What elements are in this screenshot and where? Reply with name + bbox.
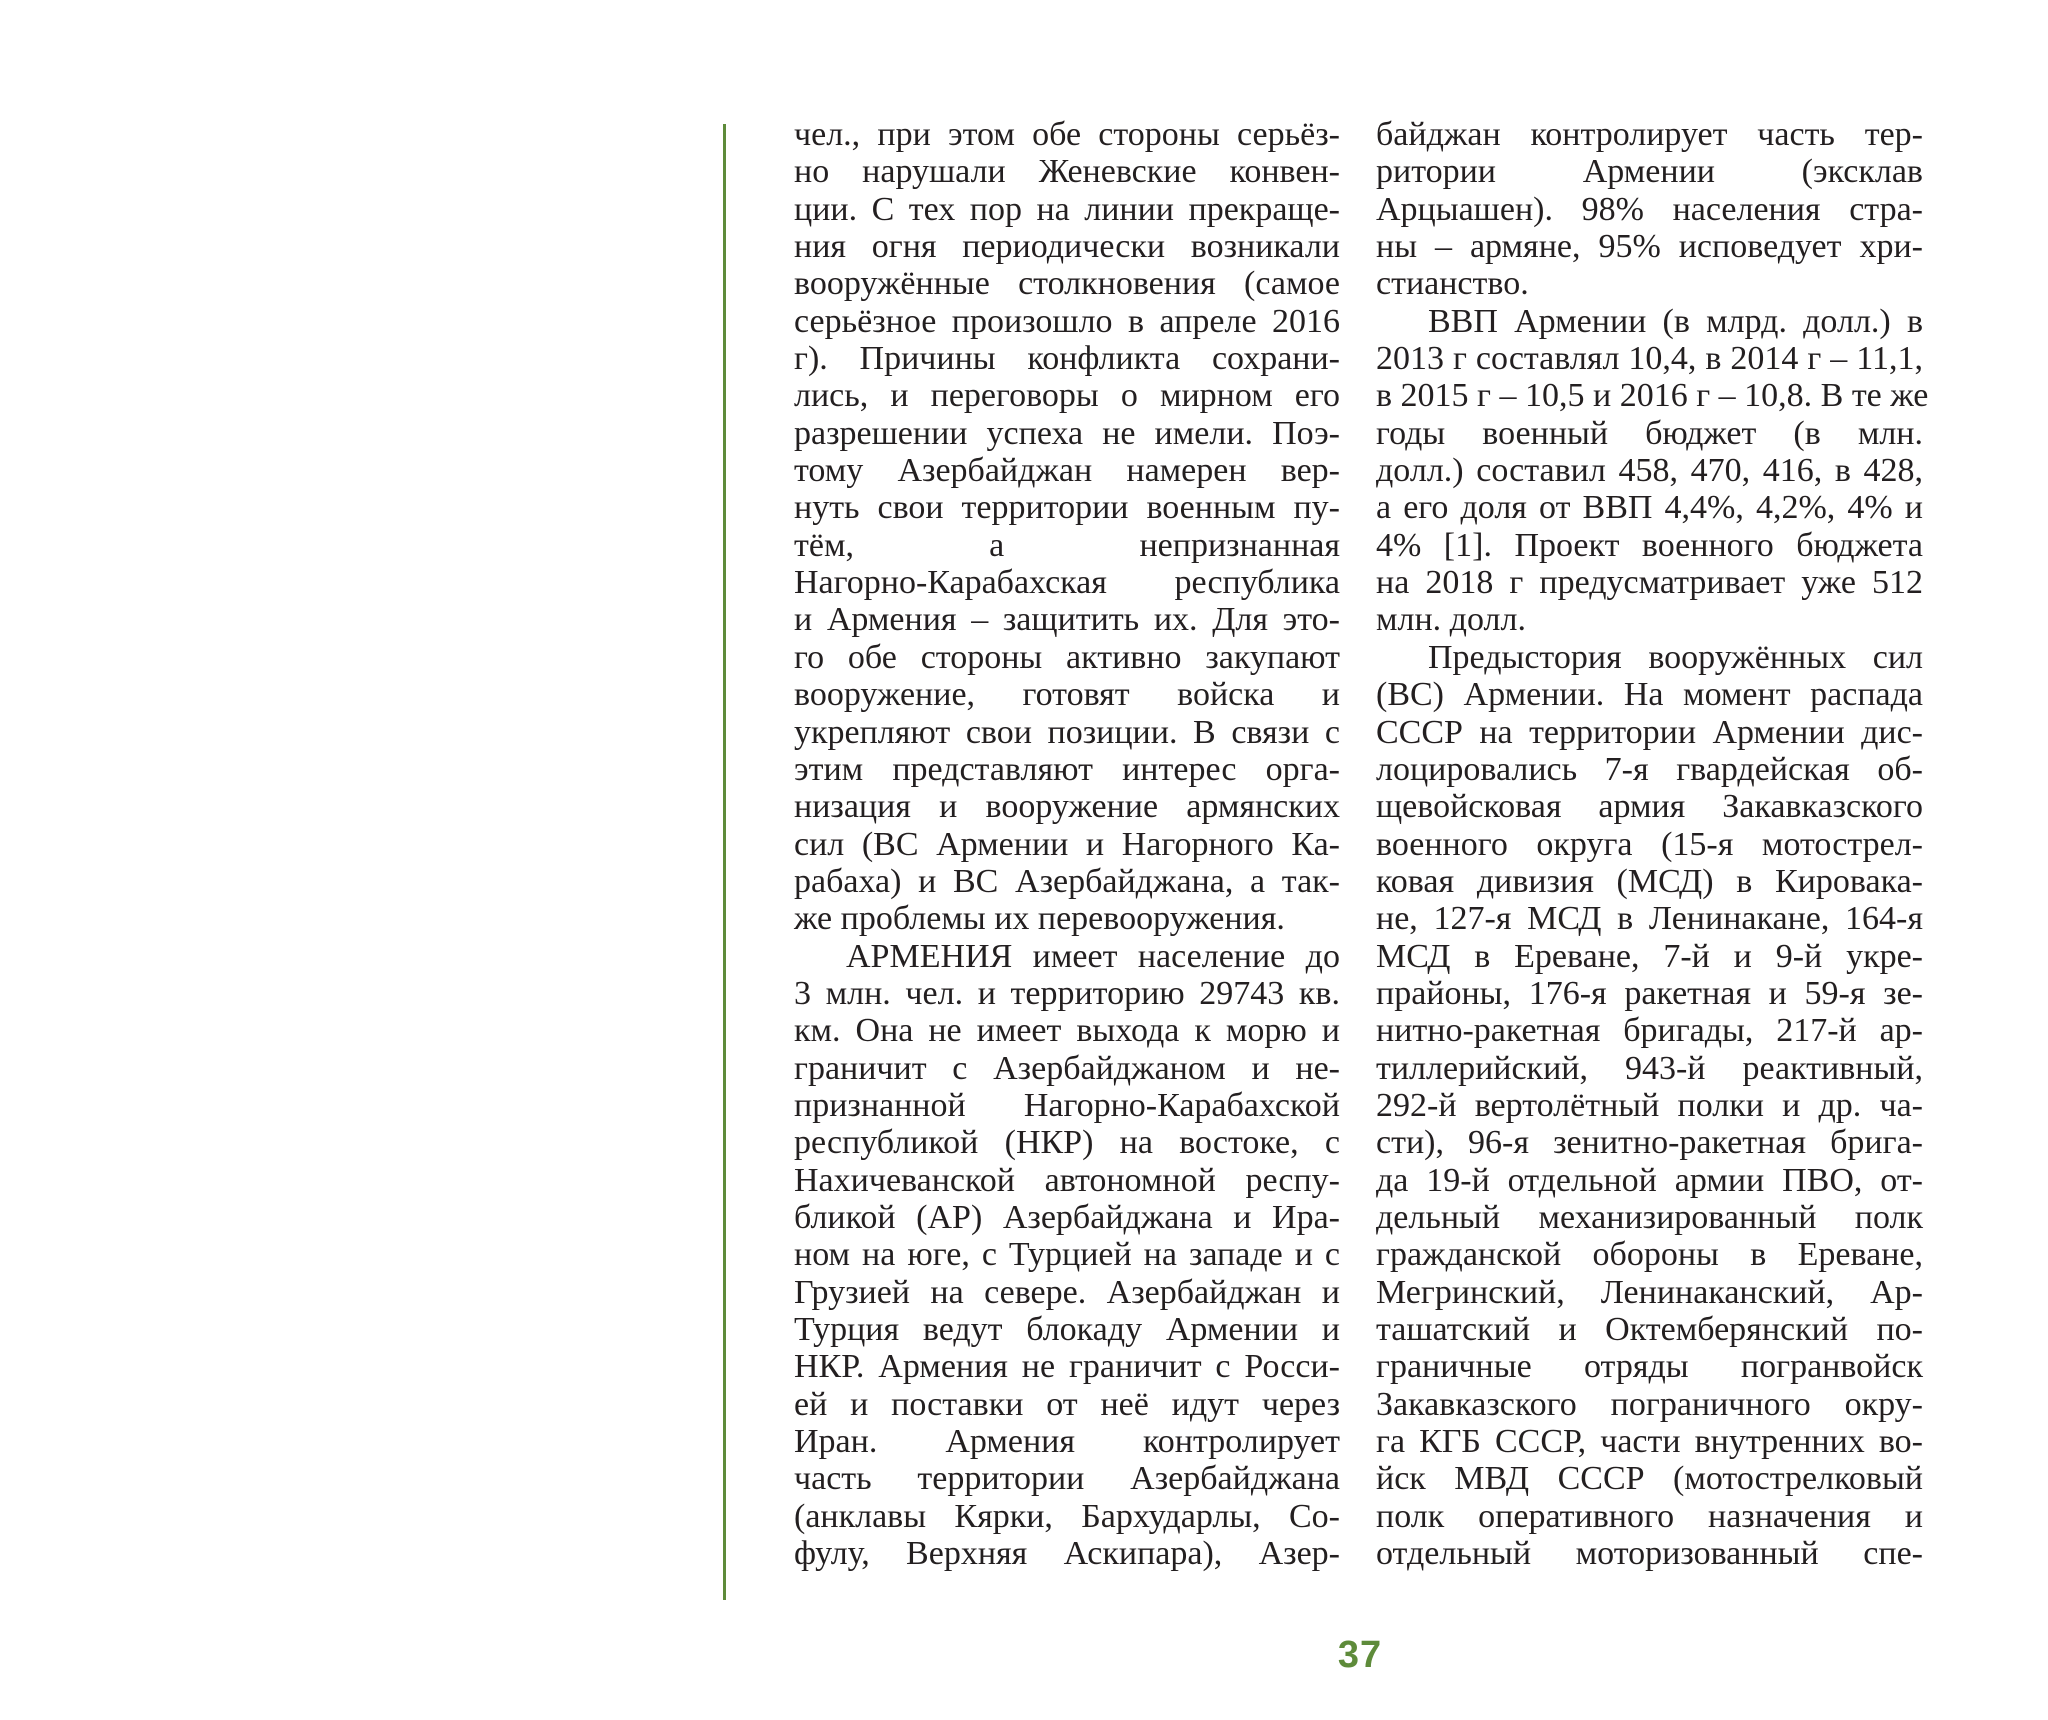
text-line: годы военный бюджет (в млн. (1376, 414, 1923, 452)
text-line: укрепляют свои позиции. В связи с (794, 713, 1340, 751)
page-number: 37 (1337, 1634, 1383, 1676)
text-line: щевойсковая армия Закавказского (1376, 788, 1923, 826)
text-line: на 2018 г предусматривает уже 512 (1376, 564, 1923, 602)
text-line: нуть свои территории военным пу- (794, 489, 1340, 527)
text-line: лись, и переговоры о мирном его (794, 377, 1340, 415)
text-line: ния огня периодически возникали (794, 228, 1340, 266)
text-line: отдельный моторизованный спе- (1376, 1535, 1923, 1573)
text-line: Предыстория вооружённых сил (1428, 638, 1923, 676)
text-line: г). Причины конфликта сохрани- (794, 340, 1340, 378)
text-line: признанной Нагорно-Карабахской (794, 1086, 1340, 1124)
text-line: го обе стороны активно закупают (794, 638, 1340, 676)
text-line: часть территории Азербайджана (794, 1460, 1340, 1498)
text-line: ции. С тех пор на линии прекраще- (794, 190, 1340, 228)
text-line: чел., при этом обе стороны серьёз- (794, 116, 1340, 153)
text-line: га КГБ СССР, части внутренних во- (1376, 1423, 1923, 1461)
text-line: ны – армяне, 95% исповедует хри- (1376, 228, 1923, 266)
text-line: да 19-й отдельной армии ПВО, от- (1376, 1161, 1923, 1199)
text-line: СССР на территории Армении дис- (1376, 713, 1923, 751)
text-line: АРМЕНИЯ имеет население до (846, 937, 1340, 975)
right-text-column (1376, 116, 1929, 1573)
text-line: и Армения – защитить их. Для это- (794, 601, 1340, 639)
text-line: же проблемы их перевооружения. (794, 900, 1285, 938)
text-line: республикой (НКР) на востоке, с (794, 1124, 1340, 1162)
text-line: дельный механизированный полк (1376, 1198, 1923, 1236)
text-line: 4% [1]. Проект военного бюджета (1376, 526, 1923, 564)
text-line: в 2015 г – 10,5 и 2016 г – 10,8. В те же (1376, 377, 1929, 415)
text-line: ташатский и Октемберянский по- (1376, 1311, 1923, 1348)
text-line: не, 127-я МСД в Ленинакане, 164-я (1376, 900, 1923, 938)
text-line: ном на юге, с Турцией на западе и с (794, 1236, 1340, 1274)
text-line: сти), 96-я зенитно-ракетная брига- (1376, 1124, 1923, 1162)
text-line: тому Азербайджан намерен вер- (794, 452, 1340, 490)
text-line: граничные отряды погранвойск (1376, 1348, 1923, 1386)
left-text-column (794, 116, 1340, 1572)
text-line: полк оперативного назначения и (1376, 1497, 1923, 1535)
text-line: Нахичеванской автономной респу- (794, 1161, 1340, 1199)
text-line: стианство. (1376, 265, 1529, 303)
text-line: долл.) составил 458, 470, 416, в 428, (1376, 452, 1923, 490)
text-line: а его доля от ВВП 4,4%, 4,2%, 4% и (1376, 489, 1923, 527)
text-line: Арцыашен). 98% населения стра- (1376, 190, 1923, 228)
text-line: этим представляют интерес орга- (794, 750, 1340, 788)
text-line: рабаха) и ВС Азербайджана, а так- (794, 862, 1340, 900)
text-line: Грузией на севере. Азербайджан и (794, 1273, 1340, 1311)
text-line: ВВП Армении (в млрд. долл.) в (1428, 302, 1923, 340)
text-line: разрешении успеха не имели. Поэ- (794, 414, 1340, 452)
text-line: ей и поставки от неё идут через (794, 1385, 1340, 1423)
text-line: ритории Армении (эксклав (1376, 153, 1923, 191)
text-line: лоцировались 7-я гвардейская об- (1376, 750, 1923, 788)
text-line: Закавказского пограничного окру- (1376, 1385, 1923, 1423)
text-line: но нарушали Женевские конвен- (794, 153, 1340, 191)
margin-rule (723, 124, 726, 1600)
text-line: Мегринский, Ленинаканский, Ар- (1376, 1273, 1923, 1311)
text-line: тём, а непризнанная (794, 526, 1340, 564)
text-line: ковая дивизия (МСД) в Кировака- (1376, 862, 1923, 900)
text-line: гражданской обороны в Ереване, (1376, 1236, 1923, 1274)
text-line: км. Она не имеет выхода к морю и (794, 1012, 1340, 1050)
text-line: вооружение, готовят войска и (794, 676, 1340, 714)
text-line: 3 млн. чел. и территорию 29743 кв. (794, 974, 1340, 1012)
text-line: нитно-ракетная бригады, 217-й ар- (1376, 1012, 1923, 1050)
text-line: Иран. Армения контролирует (794, 1423, 1340, 1461)
text-line: НКР. Армения не граничит с Росси- (794, 1348, 1340, 1386)
text-line: граничит с Азербайджаном и не- (794, 1049, 1340, 1087)
text-line: (анклавы Кярки, Бархударлы, Со- (794, 1497, 1340, 1535)
text-line: 2013 г составлял 10,4, в 2014 г – 11,1, (1376, 340, 1923, 378)
text-line: прайоны, 176-я ракетная и 59-я зе- (1376, 974, 1923, 1012)
text-line: серьёзное произошло в апреле 2016 (794, 302, 1340, 340)
text-line: млн. долл. (1376, 601, 1526, 639)
text-line: вооружённые столкновения (самое (794, 265, 1340, 303)
text-line: сил (ВС Армении и Нагорного Ка- (794, 825, 1340, 863)
text-line: тиллерийский, 943-й реактивный, (1376, 1049, 1923, 1087)
text-line: йск МВД СССР (мотострелковый (1376, 1460, 1923, 1498)
text-line: Нагорно-Карабахская республика (794, 564, 1340, 602)
text-line: военного округа (15-я мотострел- (1376, 825, 1923, 863)
text-line: байджан контролирует часть тер- (1376, 116, 1923, 153)
text-line: (ВС) Армении. На момент распада (1376, 676, 1923, 714)
text-line: фулу, Верхняя Аскипара), Азер- (794, 1535, 1340, 1573)
text-line: 292-й вертолётный полки и др. ча- (1376, 1086, 1923, 1124)
text-line: МСД в Ереване, 7-й и 9-й укре- (1376, 937, 1923, 975)
text-line: низация и вооружение армянских (794, 788, 1340, 826)
text-line: Турция ведут блокаду Армении и (794, 1311, 1340, 1348)
text-line: бликой (АР) Азербайджана и Ира- (794, 1198, 1340, 1236)
